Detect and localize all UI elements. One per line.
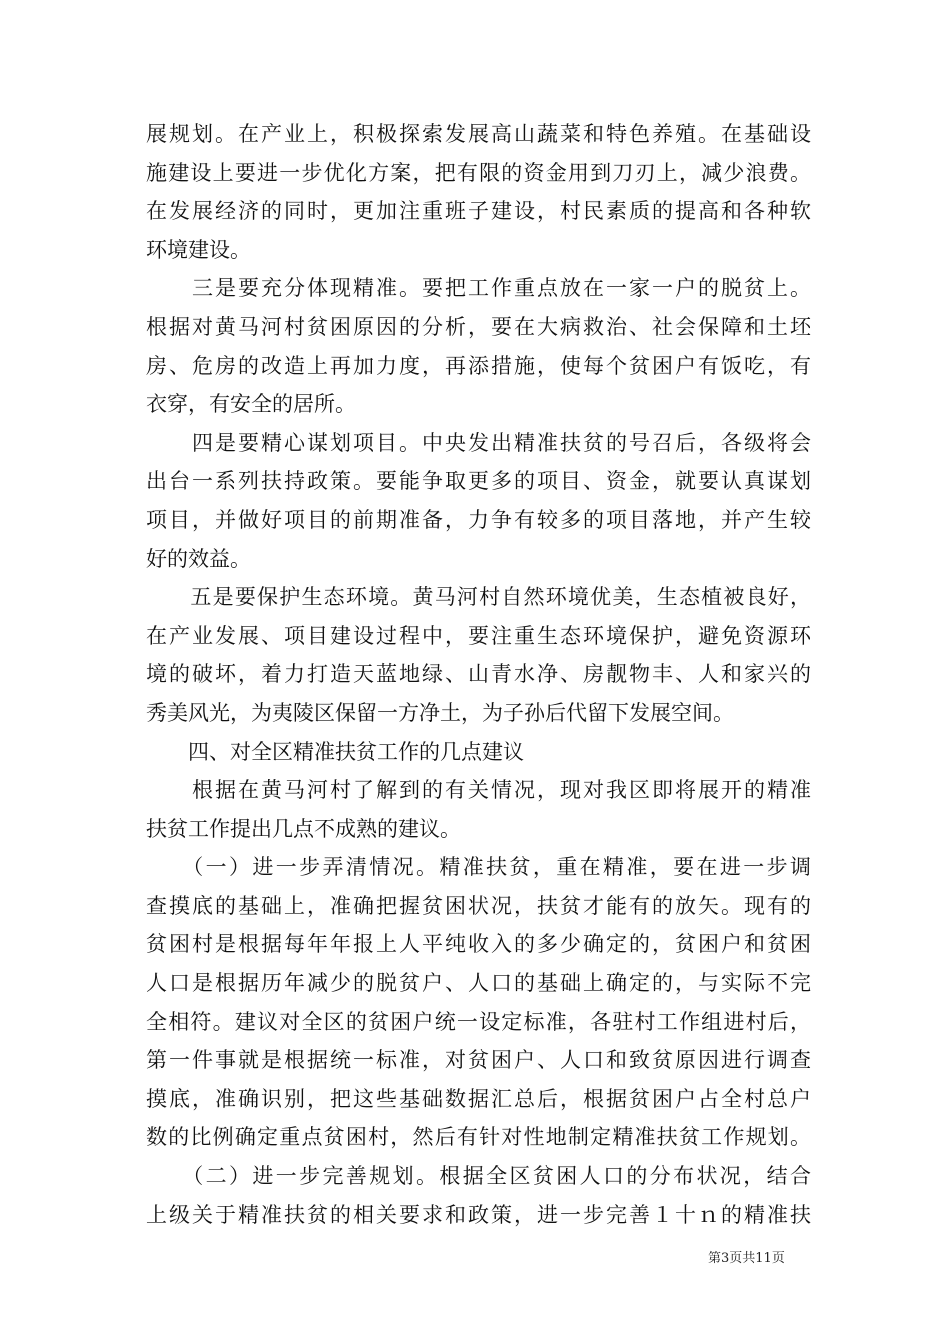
text-line: 摸底，准确识别，把这些基础数据汇总后，根据贫困户占全村总户 [146, 1086, 811, 1111]
text-line: 四、对全区精准扶贫工作的几点建议 [146, 739, 524, 764]
text-line: 扶贫工作提出几点不成熟的建议。 [146, 816, 461, 841]
text-line: 数的比例确定重点贫困村，然后有针对性地制定精准扶贫工作规划。 [146, 1125, 811, 1150]
text-line: 三是要充分体现精准。要把工作重点放在一家一户的脱贫上。 [146, 276, 811, 301]
text-line: 好的效益。 [146, 546, 251, 571]
text-line: 上级关于精准扶贫的相关要求和政策，进一步完善１十ｎ的精准扶 [146, 1202, 811, 1227]
text-line: 根据对黄马河村贫困原因的分析，要在大病救治、社会保障和土坯 [146, 314, 811, 339]
text-line: 秀美风光，为夷陵区保留一方净土，为子孙后代留下发展空间。 [146, 700, 734, 725]
text-line: 人口是根据历年减少的脱贫户、人口的基础上确定的，与实际不完 [146, 971, 811, 996]
text-line: 在发展经济的同时，更加注重班子建设，村民素质的提高和各种软 [146, 199, 811, 224]
text-line: 房、危房的改造上再加力度，再添措施，使每个贫困户有饭吃，有 [146, 353, 811, 378]
text-line: （一）进一步弄清情况。精准扶贫，重在精准，要在进一步调 [146, 855, 811, 880]
text-line: 项目，并做好项目的前期准备，力争有较多的项目落地，并产生较 [146, 507, 811, 532]
text-line: 施建设上要进一步优化方案，把有限的资金用到刀刃上，减少浪费。 [146, 160, 811, 185]
text-line: 衣穿，有安全的居所。 [146, 392, 356, 417]
text-line: （二）进一步完善规划。根据全区贫困人口的分布状况，结合 [146, 1164, 811, 1189]
text-line: 境的破坏，着力打造天蓝地绿、山青水净、房靓物丰、人和家兴的 [146, 662, 811, 687]
text-line: 查摸底的基础上，准确把握贫困状况，扶贫才能有的放矢。现有的 [146, 893, 811, 918]
text-line: 五是要保护生态环境。黄马河村自然环境优美，生态植被良好， [146, 585, 811, 610]
text-line: 环境建设。 [146, 237, 251, 262]
body-text [146, 115, 811, 1234]
text-line: 第一件事就是根据统一标准，对贫困户、人口和致贫原因进行调查 [146, 1048, 811, 1073]
text-line: 贫困村是根据每年年报上人平纯收入的多少确定的，贫困户和贫困 [146, 932, 811, 957]
text-line: 全相符。建议对全区的贫困户统一设定标准，各驻村工作组进村后， [146, 1009, 811, 1034]
text-line: 出台一系列扶持政策。要能争取更多的项目、资金，就要认真谋划 [146, 469, 811, 494]
page-number: 第3页共11页 [708, 1251, 785, 1266]
text-line: 展规划。在产业上，积极探索发展高山蔬菜和特色养殖。在基础设 [146, 122, 811, 146]
text-line: 根据在黄马河村了解到的有关情况，现对我区即将展开的精准 [146, 778, 811, 803]
text-line: 在产业发展、项目建设过程中，要注重生态环境保护，避免资源环 [146, 623, 811, 648]
text-line: 四是要精心谋划项目。中央发出精准扶贫的号召后，各级将会 [146, 430, 811, 455]
